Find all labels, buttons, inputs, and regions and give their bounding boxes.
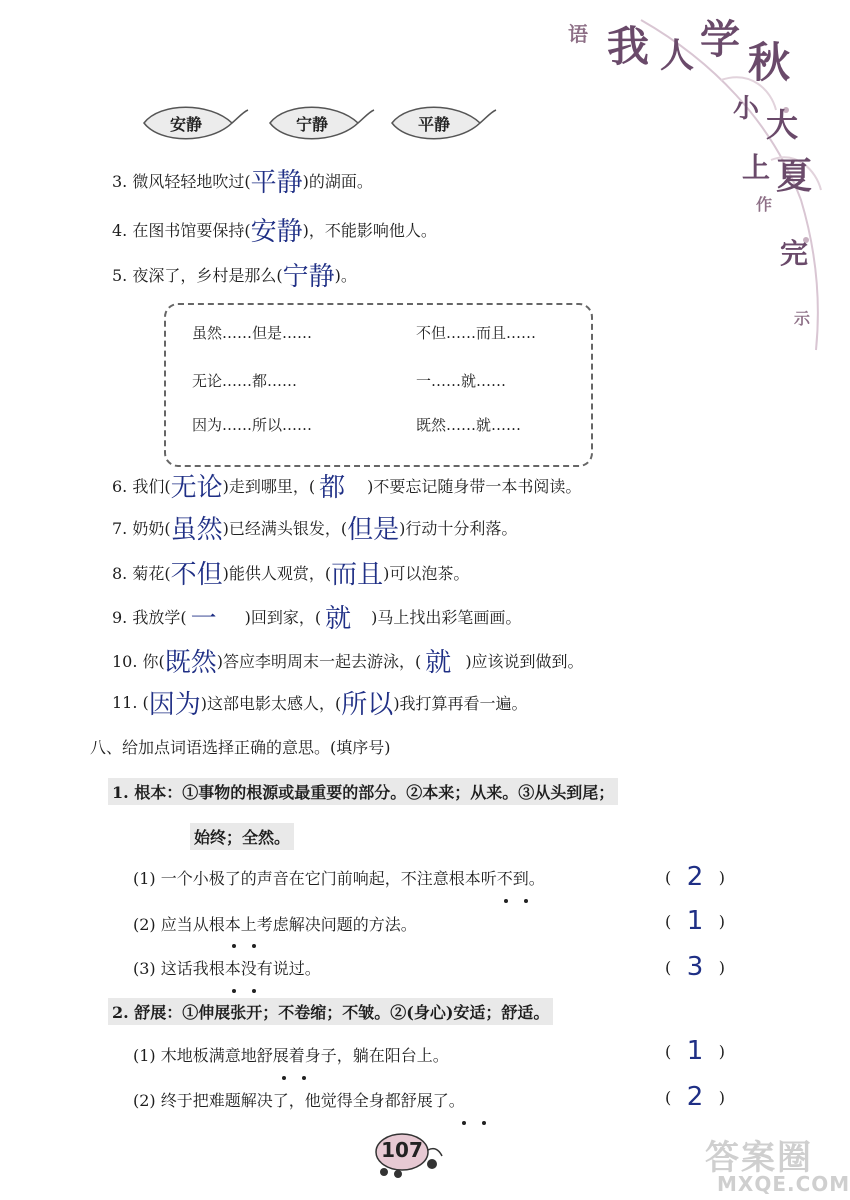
emphasis-dot-icon <box>226 942 266 950</box>
handwritten-answer: 1 <box>686 906 704 936</box>
emphasis-dots <box>276 1067 316 1086</box>
handwritten-answer: 不但 <box>170 559 223 590</box>
answer-parens: ( 2 ) <box>665 1082 725 1112</box>
question-line: 8. 菊花( 不但 )能供人观赏，( 而且 )可以泡茶。 <box>112 552 469 592</box>
question-line: 5. 夜深了，乡村是那么( 宁静 )。 <box>112 254 357 294</box>
hint-left: 因为……所以…… <box>192 416 313 434</box>
handwritten-answer: 3 <box>686 952 704 982</box>
sentence-item: (2) 终于把难题解决了，他觉得全身都舒展了。 <box>133 1091 465 1110</box>
header-char: 小 <box>733 94 760 124</box>
handwritten-answer: 平静 <box>250 167 303 198</box>
sentence-item: (1) 一个小极了的声音在它门前响起，不注意根本听不到。 <box>133 869 545 888</box>
question-line: 10. 你( 既然 )答应李明周末一起去游泳，( 就 )应该说到做到。 <box>112 640 584 680</box>
sentence-item: (2) 应当从根本上考虑解决问题的方法。 <box>133 915 417 934</box>
handwritten-answer: 因为 <box>148 689 201 720</box>
page-number-badge <box>372 1128 444 1178</box>
hint-left: 虽然……但是…… <box>192 324 313 342</box>
header-char: 上 <box>742 151 771 184</box>
handwritten-answer: 就 <box>425 647 452 678</box>
word-bank-leaf <box>388 100 498 146</box>
answer-parens: ( 3 ) <box>665 952 725 982</box>
emphasis-dots <box>456 1112 496 1131</box>
handwritten-answer: 都 <box>319 472 346 503</box>
emphasis-dots <box>498 890 538 909</box>
section-title: 八、给加点词语选择正确的意思。(填序号) <box>90 738 391 757</box>
question-line: 3. 微风轻轻地吹过( 平静 )的湖面。 <box>112 160 373 200</box>
handwritten-answer: 而且 <box>331 559 384 590</box>
sentence-item: (1) 木地板满意地舒展着身子，躺在阳台上。 <box>133 1046 449 1065</box>
handwritten-answer: 一 <box>190 603 217 634</box>
word-bank-word: 安静 <box>169 115 202 134</box>
handwritten-answer: 2 <box>686 862 704 892</box>
answer-parens: ( 2 ) <box>665 862 725 892</box>
hint-right: 一……就…… <box>416 372 507 390</box>
handwritten-answer: 安静 <box>250 216 303 247</box>
word-bank-leaf <box>140 100 250 146</box>
question-line: 9. 我放学( 一 )回到家，( 就 )马上找出彩笔画画。 <box>112 596 521 636</box>
emphasis-dot-icon <box>456 1119 496 1127</box>
header-char: 学 <box>700 16 740 63</box>
word-bank-word: 平静 <box>417 115 450 134</box>
question-line: 6. 我们( 无论 )走到哪里，( 都 )不要忘记随身带一本书阅读。 <box>112 465 581 505</box>
emphasis-dots <box>226 935 266 954</box>
header-char: 我 <box>607 22 650 71</box>
watermark: 答案圈 MXQE.COM <box>705 1138 850 1196</box>
hint-left: 无论……都…… <box>192 372 298 390</box>
answer-parens: ( 1 ) <box>665 906 725 936</box>
handwritten-answer: 就 <box>325 603 352 634</box>
handwritten-answer: 所以 <box>341 689 394 720</box>
hint-right: 既然……就…… <box>416 416 522 434</box>
emphasis-dot-icon <box>276 1074 316 1082</box>
emphasis-dot-icon <box>498 897 538 905</box>
page-number: 107 <box>381 1138 423 1162</box>
header-char: 夏 <box>776 155 813 197</box>
answer-parens: ( 1 ) <box>665 1036 725 1066</box>
hint-right: 不但……而且…… <box>416 324 537 342</box>
handwritten-answer: 既然 <box>164 647 217 678</box>
question-line: 4. 在图书馆要保持( 安静 )，不能影响他人。 <box>112 209 437 249</box>
definition-line: 1. 根本：①事物的根源或最重要的部分。②本来；从来。③从头到尾； <box>108 778 618 805</box>
word-bank-leaf <box>266 100 376 146</box>
definition-line: 2. 舒展：①伸展张开；不卷缩；不皱。②(身心)安适；舒适。 <box>108 998 553 1025</box>
handwritten-answer: 无论 <box>170 472 223 503</box>
handwritten-answer: 2 <box>686 1082 704 1112</box>
emphasis-dot-icon <box>226 987 266 995</box>
header-char: 完 <box>780 237 809 270</box>
question-line: 7. 奶奶( 虽然 )已经满头银发，( 但是 )行动十分利落。 <box>112 507 517 547</box>
handwritten-answer: 宁静 <box>282 261 335 292</box>
header-char: 秋 <box>748 38 791 87</box>
question-line: 11. ( 因为 )这部电影太感人，( 所以 )我打算再看一遍。 <box>112 682 528 722</box>
handwritten-answer: 但是 <box>347 514 400 545</box>
emphasis-dots <box>226 980 266 999</box>
header-char: 作 <box>756 195 773 214</box>
header-char: 语 <box>568 22 588 46</box>
header-char: 示 <box>794 309 811 328</box>
handwritten-answer: 1 <box>686 1036 704 1066</box>
sentence-item: (3) 这话我根本没有说过。 <box>133 959 321 978</box>
header-char: 大 <box>766 106 799 144</box>
word-bank-word: 宁静 <box>295 115 328 134</box>
handwritten-answer: 虽然 <box>170 514 223 545</box>
header-char: 人 <box>660 36 694 76</box>
definition-line: 始终；全然。 <box>190 823 294 850</box>
